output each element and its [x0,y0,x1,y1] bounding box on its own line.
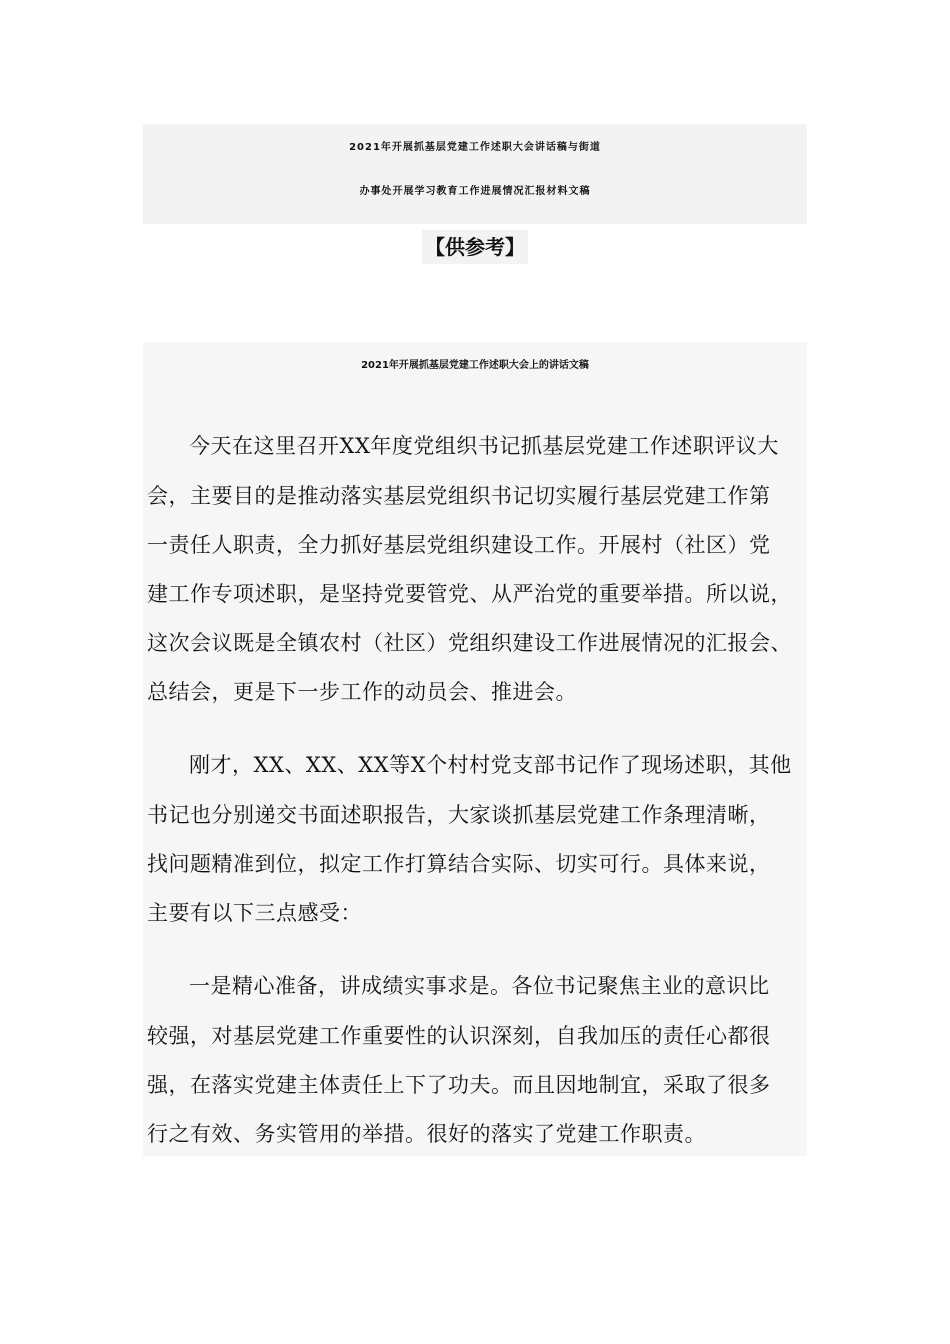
paragraph-line: 较强，对基层党建工作重要性的认识深刻，自我加压的责任心都很 [147,1024,771,1048]
paragraph-line: 刚才，XX、XX、XX等X个村村党支部书记作了现场述职，其他 [189,753,792,777]
paragraph-line: 总结会，更是下一步工作的动员会、推进会。 [147,680,577,704]
title-line-1: 2021年开展抓基层党建工作述职大会讲话稿与街道 [349,142,601,153]
paragraph-line: 强，在落实党建主体责任上下了功夫。而且因地制宜，采取了很多 [147,1073,771,1097]
paragraph-line: 建工作专项述职，是坚持党要管党、从严治党的重要举措。所以说， [147,582,792,606]
paragraph-line: 今天在这里召开XX年度党组织书记抓基层党建工作述职评议大 [189,434,779,458]
paragraph-line: 书记也分别递交书面述职报告，大家谈抓基层党建工作条理清晰， [147,803,771,827]
paragraph-line: 主要有以下三点感受： [147,901,362,925]
paragraph-line: 找问题精准到位，拟定工作打算结合实际、切实可行。具体来说， [147,852,771,876]
section-heading: 2021年开展抓基层党建工作述职大会上的讲话文稿 [361,360,589,371]
document-body [143,342,807,1156]
paragraph-line: 一是精心准备，讲成绩实事求是。各位书记聚焦主业的意识比 [189,974,770,998]
title-line-2: 办事处开展学习教育工作进展情况汇报材料文稿 [359,186,591,197]
document-title [143,124,807,224]
reference-tag: 【供参考】 [422,230,528,264]
paragraph-line: 一责任人职责，全力抓好基层党组织建设工作。开展村（社区）党 [147,533,771,557]
paragraph-line: 会，主要目的是推动落实基层党组织书记切实履行基层党建工作第 [147,484,771,508]
paragraph-line: 这次会议既是全镇农村（社区）党组织建设工作进展情况的汇报会、 [147,631,792,655]
paragraph-line: 行之有效、务实管用的举措。很好的落实了党建工作职责。 [147,1122,706,1146]
